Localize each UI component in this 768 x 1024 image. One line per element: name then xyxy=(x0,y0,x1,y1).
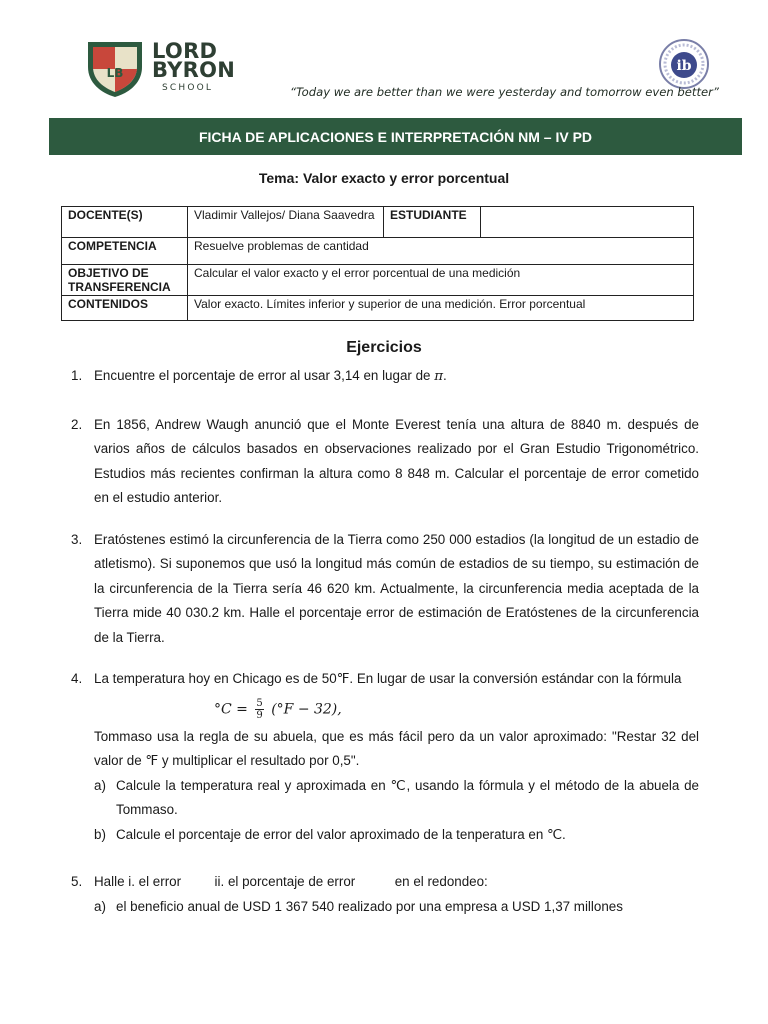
table-row xyxy=(62,296,694,321)
school-motto: “Today we are better than we were yesterday and tomorrow even better” xyxy=(290,85,719,99)
table-row xyxy=(62,238,694,265)
exercise-5-part-i: Halle i. el error xyxy=(94,874,182,889)
school-name-line2: BYRON xyxy=(152,58,236,82)
exercise-text xyxy=(94,870,699,895)
sub-item-label: b) xyxy=(94,826,106,842)
exercise-list xyxy=(71,364,699,919)
sub-item-text: Calcule la temperatura real y aproximada en ℃, usando la fórmula y el método de la abuela de Tommaso. xyxy=(116,777,699,817)
exercise-number: 2. xyxy=(71,416,83,432)
table-row xyxy=(62,265,694,296)
exercise-text: La temperatura hoy en Chicago es de 50℉. En lugar de usar la conversión estándar con la fórmula xyxy=(94,671,682,686)
conversion-formula xyxy=(214,698,699,721)
exercise-1-text: Encuentre el porcentaje de error al usar 3,14 en lugar de xyxy=(94,368,431,383)
objetivo-value: Calcular el valor exacto y el error porcentual de una medición xyxy=(188,265,694,296)
info-table xyxy=(61,206,694,321)
estudiante-field[interactable] xyxy=(481,207,694,238)
exercise-body xyxy=(94,667,699,847)
docente-value: Vladimir Vallejos/ Diana Saavedra xyxy=(188,207,384,238)
exercise-5-rest: en el redondeo: xyxy=(394,874,488,889)
formula-right: (°F − 32), xyxy=(271,701,342,717)
exercise-1-end: . xyxy=(443,368,447,383)
exercise-3 xyxy=(71,528,699,651)
exercise-number: 5. xyxy=(71,874,83,889)
sub-item-text: Calcule el porcentaje de error del valor aproximado de la tenperatura en ℃. xyxy=(116,826,566,842)
exercise-5-part-ii: ii. el porcentaje de error xyxy=(214,874,356,889)
sub-item-label: a) xyxy=(94,898,106,914)
table-row xyxy=(62,207,694,238)
exercise-text: En 1856, Andrew Waugh anunció que el Monte Everest tenía una altura de 8840 m. después de varios años de cálculos basados en observaciones realizado por el Gran Estudio Trigonométrico. Estudios más recientes confirman la altura como 8 848 m. Calcular el porcentaje de error cometido en el estudio anterior. xyxy=(94,416,699,505)
exercise-number: 1. xyxy=(71,368,83,383)
exercise-text xyxy=(94,364,699,390)
exercise-text-2: Tommaso usa la regla de su abuela, que es más fácil pero da un valor aproximado: "Restar 32 del valor de ℉ y multiplicar el resultado por 0,5". xyxy=(94,728,699,768)
sub-item-label: a) xyxy=(94,777,106,793)
school-name-line1: LORD xyxy=(152,39,218,63)
topic-heading: Tema: Valor exacto y error porcentual xyxy=(258,170,510,186)
docente-label: DOCENTE(S) xyxy=(62,207,188,238)
exercise-5 xyxy=(71,870,699,919)
exercise-number: 4. xyxy=(71,671,83,686)
exercise-body xyxy=(94,870,699,919)
crest-text: LB xyxy=(106,66,124,80)
pi-symbol: π xyxy=(434,369,444,384)
exercise-1 xyxy=(71,364,699,390)
sub-item-a xyxy=(94,774,699,823)
title-banner xyxy=(49,118,742,155)
competencia-label: COMPETENCIA xyxy=(62,238,188,265)
contenidos-value: Valor exacto. Límites inferior y superior de una medición. Error porcentual xyxy=(188,296,694,321)
estudiante-label: ESTUDIANTE xyxy=(384,207,481,238)
contenidos-label: CONTENIDOS xyxy=(62,296,188,321)
formula-fraction xyxy=(255,698,263,721)
exercises-title: Ejercicios xyxy=(346,339,422,356)
ib-logo-text: ib xyxy=(676,58,692,74)
sub-item-text: el beneficio anual de USD 1 367 540 realizado por una empresa a USD 1,37 millones xyxy=(116,898,623,914)
school-name-line3: SCHOOL xyxy=(162,83,214,93)
exercise-text: Eratóstenes estimó la circunferencia de la Tierra como 250 000 estadios (la longitud de un estadio de atletismo). Si suponemos que usó la longitud más común de estadios de su tiempo, su estimación de la circunferencia de la Tierra sería 46 620 km. Actualmente, la circunferencia media aceptada de la Tierra mide 40 030.2 km. Halle el porcentaje error de estimación de Eratóstenes de la circunferencia de la Tierra. xyxy=(94,531,699,645)
fraction-denominator: 9 xyxy=(256,709,263,721)
sub-item-a xyxy=(94,895,699,920)
formula-left: °C = xyxy=(214,701,248,717)
school-crest-logo xyxy=(84,39,146,99)
exercise-4 xyxy=(71,667,699,847)
objetivo-label: OBJETIVO DE TRANSFERENCIA xyxy=(62,265,188,296)
competencia-value: Resuelve problemas de cantidad xyxy=(188,238,694,265)
exercise-2 xyxy=(71,413,699,511)
exercise-number: 3. xyxy=(71,531,83,547)
banner-title: FICHA DE APLICACIONES E INTERPRETACIÓN NM – IV PD xyxy=(198,128,593,145)
sub-item-b xyxy=(94,823,699,848)
school-wordmark xyxy=(152,39,236,93)
fraction-numerator: 5 xyxy=(256,697,263,709)
ib-logo xyxy=(658,38,710,90)
